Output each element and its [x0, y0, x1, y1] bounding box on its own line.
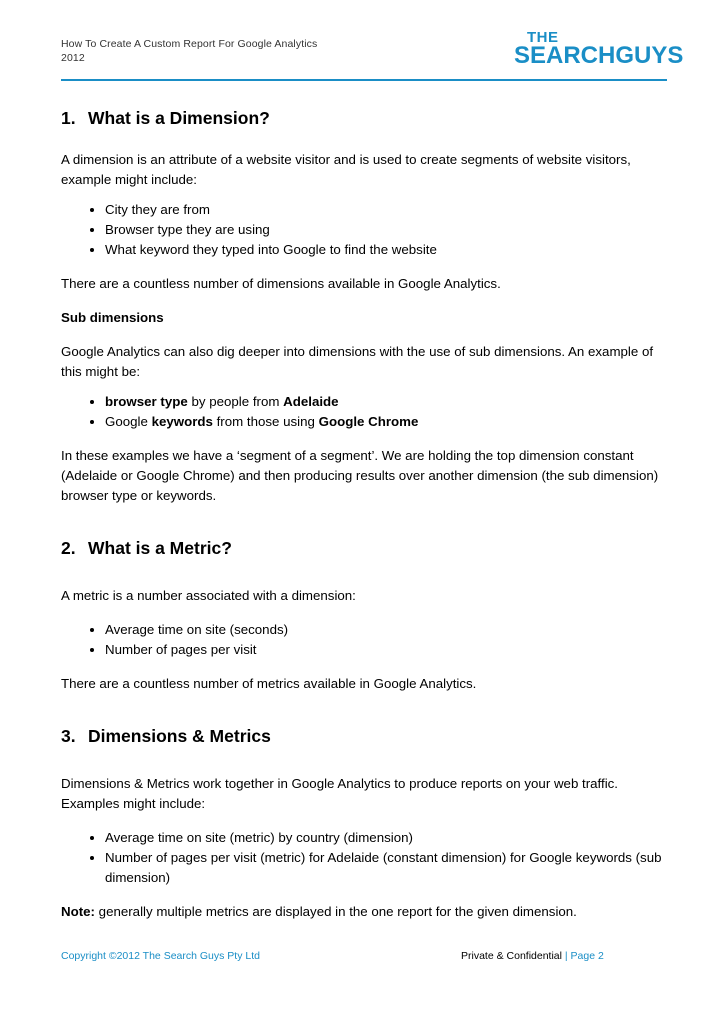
header-year: 2012 [61, 52, 85, 64]
section-3-list [61, 828, 671, 888]
searchguys-logo [514, 30, 683, 68]
section-3-heading: 3. Dimensions & Metrics [61, 726, 271, 746]
page-body [61, 92, 671, 922]
footer-right: Private & Confidential | Page 2 [461, 950, 604, 962]
running-header [61, 37, 317, 65]
page-number: Page 2 [570, 950, 604, 962]
list-item: • Average time on site (seconds) [105, 620, 671, 640]
list-item: • browser type by people from Adelaide [105, 392, 671, 412]
list-item: • City they are from [105, 200, 671, 220]
section-3-note: Note: generally multiple metrics are displayed in the one report for the given dimension. [61, 904, 577, 919]
logo-the: THE [527, 29, 559, 46]
section-2-intro: A metric is a number associated with a dimension: [61, 588, 356, 603]
section-2-list [61, 620, 671, 660]
page-footer [61, 950, 621, 962]
section-1-intro: A dimension is an attribute of a website visitor and is used to create segments of website visitors, example might include: [61, 152, 631, 187]
sub-dimensions-intro: Google Analytics can also dig deeper into dimensions with the use of sub dimensions. An example of this might be: [61, 344, 654, 379]
section-2-heading: 2. What is a Metric? [61, 538, 232, 558]
section-2-after: There are a countless number of metrics available in Google Analytics. [61, 676, 477, 691]
list-item: • What keyword they typed into Google to find the website [105, 240, 671, 260]
sub-dimensions-list [61, 392, 671, 432]
list-item: • Number of pages per visit [105, 640, 671, 660]
section-3-intro: Dimensions & Metrics work together in Google Analytics to produce reports on your web traffic. Examples might include: [61, 776, 619, 811]
list-item: • Google keywords from those using Google Chrome [105, 412, 671, 432]
section-1-after: There are a countless number of dimensions available in Google Analytics. [61, 276, 501, 291]
header-divider [61, 79, 667, 81]
list-item: • Browser type they are using [105, 220, 671, 240]
header-doc-title: How To Create A Custom Report For Google Analytics [61, 38, 318, 50]
section-1-heading: 1. What is a Dimension? [61, 108, 270, 128]
section-1-list [61, 200, 671, 260]
sub-dimensions-heading: Sub dimensions [61, 310, 164, 325]
footer-copyright: Copyright ©2012 The Search Guys Pty Ltd [61, 950, 260, 962]
list-item: • Number of pages per visit (metric) for Adelaide (constant dimension) for Google keywords (sub dimension) [105, 848, 671, 888]
logo-main: SEARCHGUYS [514, 42, 684, 69]
list-item: • Average time on site (metric) by country (dimension) [105, 828, 671, 848]
sub-dimensions-after: In these examples we have a ‘segment of a segment’. We are holding the top dimension constant (Adelaide or Google Chrome) and then producing results over another dimension (the sub dimension) browser type or keywords. [61, 448, 659, 503]
